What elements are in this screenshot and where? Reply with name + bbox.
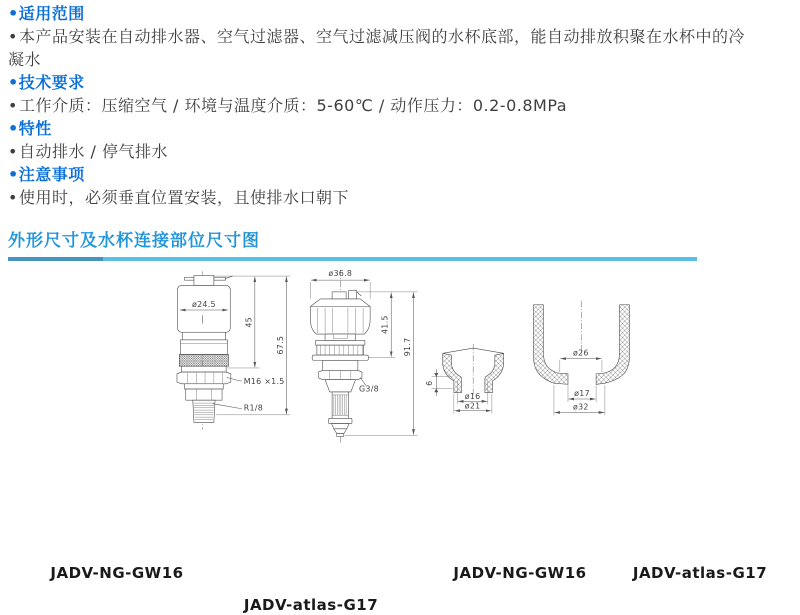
drawing-jadv-ng-gw16-cup	[425, 344, 503, 414]
dim-diameter-1: ø24.5	[191, 300, 216, 310]
dim-thread-bottom-1: R1/8	[243, 403, 264, 413]
dim-recess-4: ø26	[573, 348, 589, 358]
drawing-jadv-atlas-g17-cup	[533, 301, 629, 416]
bullet: •	[8, 188, 18, 207]
bullet: •	[8, 4, 19, 23]
body-text: 使用时，必须垂直位置安装，且使排水口朝下	[18, 188, 349, 207]
section-body-notes	[8, 186, 756, 209]
bullet: •	[8, 119, 19, 138]
dim-hole-4: ø17	[574, 389, 590, 399]
dim-height-total-1: 67.5	[275, 335, 285, 355]
heading-text: 适用范围	[18, 4, 85, 23]
section-body-tech	[8, 94, 756, 117]
drawing-jadv-atlas-g17-side	[310, 269, 417, 444]
bullet: •	[8, 142, 18, 161]
heading-text: 技术要求	[18, 73, 85, 92]
section-heading-features	[8, 117, 756, 140]
heading-text: 注意事项	[18, 165, 85, 184]
heading-text: 特性	[18, 119, 52, 138]
section-heading-notes	[8, 163, 756, 186]
model-label-4: JADV-atlas-G17	[632, 564, 768, 582]
dim-height-body-2: 41.5	[380, 315, 390, 335]
section-heading-scope	[8, 2, 756, 25]
dim-bottom-4: ø32	[573, 402, 589, 412]
bullet: •	[8, 27, 18, 46]
section-body-scope	[8, 25, 756, 71]
model-label-1: JADV-NG-GW16	[50, 564, 184, 582]
model-label-3: JADV-NG-GW16	[453, 564, 587, 582]
drawing-jadv-ng-gw16-side	[177, 271, 290, 429]
dim-boss-height-3: 6	[425, 380, 435, 386]
dim-hole-3: ø16	[464, 392, 481, 401]
dim-height-total-2: 91.7	[402, 337, 412, 357]
body-text: 工作介质：压缩空气 / 环境与温度介质：5-60℃ / 动作压力：0.2-0.8MPa	[18, 96, 568, 115]
dim-diameter-2: ø36.8	[328, 269, 353, 279]
dim-height-body-1: 45	[244, 316, 254, 328]
bullet: •	[8, 73, 19, 92]
dim-boss-3: ø21	[464, 401, 481, 411]
diagram-section-title: 外形尺寸及水杯连接部位尺寸图	[8, 231, 260, 251]
spec-text-block	[8, 2, 760, 209]
dim-thread-top-1: M16 ×1.5	[243, 376, 285, 386]
bullet: •	[8, 96, 18, 115]
body-text: 自动排水 / 停气排水	[18, 142, 169, 161]
dimension-drawings	[0, 255, 800, 615]
dim-thread-2: G3/8	[359, 384, 380, 394]
section-heading-tech	[8, 71, 756, 94]
bullet: •	[8, 165, 19, 184]
section-body-features	[8, 140, 756, 163]
body-text: 本产品安装在自动排水器、空气过滤器、空气过滤减压阀的水杯底部，能自动排放积聚在水杯中的冷凝水	[8, 27, 745, 69]
model-label-2: JADV-atlas-G17	[243, 596, 379, 614]
